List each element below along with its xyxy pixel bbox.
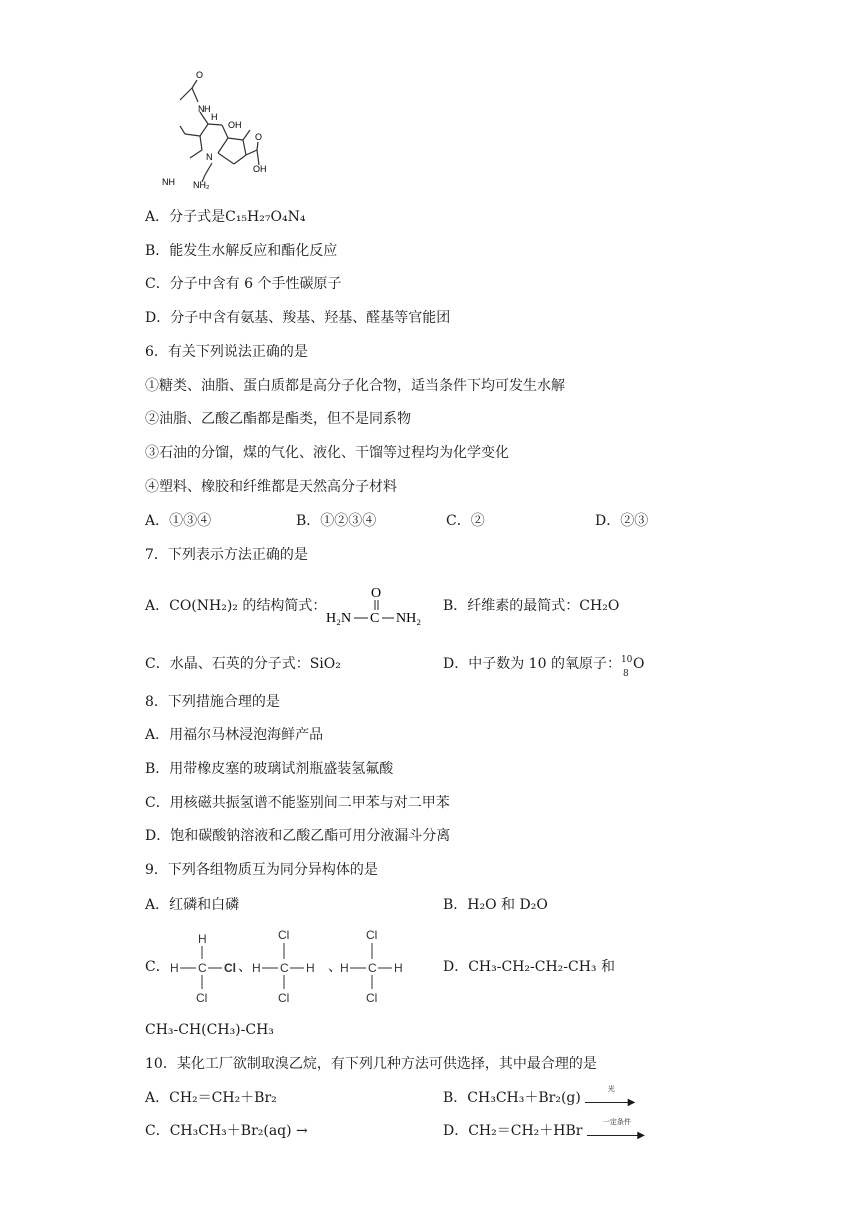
m3-bottom: Cl (366, 991, 378, 1005)
m2-c: C (280, 961, 289, 975)
reaction-arrow-icon: 一定条件 ▶ (587, 1124, 647, 1138)
q7-option-d (443, 654, 645, 679)
mol-label-cooh-oh: OH (253, 164, 267, 174)
urea-structure (324, 584, 434, 628)
isotope-notation (620, 654, 633, 679)
urea-o: O (371, 586, 382, 601)
q9-option-c-prefix: C． (145, 959, 170, 975)
q5-molecule-structure (140, 70, 280, 195)
q6-option-b: B．①②③④ (296, 513, 377, 529)
q10-option-d (443, 1118, 647, 1141)
q5-option-c: C．分子中含有 6 个手性碳原子 (145, 276, 342, 292)
q9-stem: 9．下列各组物质互为同分异构体的是 (145, 862, 378, 878)
q8-option-c: C．用核磁共振氢谱不能鉴别间二甲苯与对二甲苯 (145, 795, 450, 811)
urea-c: C (370, 611, 380, 626)
mol-label-cooh-o: O (255, 132, 263, 142)
q10-option-c: C．CH₃CH₃＋Br₂(aq) → (145, 1123, 308, 1139)
m1-left: H (170, 961, 179, 975)
m3-c: C (368, 961, 377, 975)
isotope-symbol: O (632, 656, 645, 672)
q5-option-a: A．分子式是C₁₅H₂₇O₄N₄ (145, 209, 306, 225)
mol-label-h: H (211, 112, 218, 122)
m3-left: H (340, 961, 349, 975)
q6-statement-1: ①糖类、油脂、蛋白质都是高分子化合物，适当条件下均可发生水解 (145, 378, 565, 394)
q10-b-condition: 光 (607, 1085, 615, 1093)
dichloromethane-structure-1 (168, 930, 248, 1006)
q10-stem: 10．某化工厂欲制取溴乙烷，有下列几种方法可供选择，其中最合理的是 (145, 1056, 597, 1072)
m1-c: C (198, 961, 207, 975)
urea-right: NH₂ (396, 611, 422, 626)
q6-option-a: A．①③④ (145, 513, 212, 529)
mol-label-n-ring: N (206, 152, 213, 162)
m3-right: H (394, 961, 403, 975)
q7-option-a-prefix: A．CO(NH₂)₂ 的结构简式： (145, 598, 327, 614)
q7-option-d-prefix: D．中子数为 10 的氧原子： (443, 656, 621, 672)
m2-left: H (252, 961, 261, 975)
q6-statement-3: ③石油的分馏，煤的气化、液化、干馏等过程均为化学变化 (145, 445, 509, 461)
q5-option-d: D．分子中含有氨基、羧基、羟基、醛基等官能团 (145, 310, 451, 326)
q6-option-c: C．② (446, 513, 485, 529)
q8-option-a: A．用福尔马林浸泡海鲜产品 (145, 727, 324, 743)
mol-label-nh: N (198, 104, 205, 114)
q6-statement-2: ②油脂、乙酸乙酯都是酯类，但不是同系物 (145, 411, 411, 427)
q6-stem: 6．有关下列说法正确的是 (145, 344, 308, 360)
q10-option-a: A．CH₂＝CH₂＋Br₂ (145, 1090, 277, 1106)
q9-option-a: A．红磷和白磷 (145, 897, 240, 913)
q10-d-condition: 一定条件 (602, 1118, 631, 1126)
q8-option-b: B．用带橡皮塞的玻璃试剂瓶盛装氢氟酸 (145, 761, 394, 777)
q6-option-d: D．②③ (595, 513, 649, 529)
m2-right: H (306, 961, 315, 975)
mol-label-nh-h: H (204, 104, 211, 114)
m1-right: Cl (224, 961, 236, 975)
mol-label-oh: OH (228, 120, 242, 130)
q9-option-d: D．CH₃-CH₂-CH₂-CH₃ 和 (443, 959, 615, 975)
m1-bottom: Cl (196, 991, 208, 1005)
q9-separator-2: 、 (328, 959, 342, 975)
mol-label-nh2: NH₂ (193, 180, 210, 190)
q5-option-b: B．能发生水解反应和酯化反应 (145, 243, 338, 259)
q9-option-d-continued: CH₃-CH(CH₃)-CH₃ (145, 1022, 274, 1038)
dichloromethane-structure-2 (250, 926, 330, 1006)
q7-stem: 7．下列表示方法正确的是 (145, 547, 308, 563)
q8-stem: 8．下列措施合理的是 (145, 694, 280, 710)
isotope-atomic-number: 8 (622, 669, 629, 679)
dichloromethane-structure-3 (338, 926, 418, 1006)
mol-label-nh-guanidine: NH (162, 177, 175, 187)
m2-bottom: Cl (278, 991, 290, 1005)
q6-statement-4: ④塑料、橡胶和纤维都是天然高分子材料 (145, 479, 397, 495)
mol-label-o: O (196, 70, 204, 80)
q7-option-b: B．纤维素的最简式：CH₂O (443, 598, 620, 614)
q9-separator-1: 、 (238, 959, 252, 975)
m2-top: Cl (278, 928, 290, 942)
m1-top: H (198, 932, 207, 946)
q9-option-b: B．H₂O 和 D₂O (443, 897, 548, 913)
m3-top: Cl (366, 928, 378, 942)
urea-left: H₂N (326, 611, 352, 626)
q10-option-d-text: D．CH₂＝CH₂＋HBr (443, 1123, 583, 1139)
reaction-arrow-icon: 光 ▶ (585, 1091, 637, 1105)
q7-option-c: C．水晶、石英的分子式：SiO₂ (145, 656, 341, 672)
q10-option-b (443, 1085, 637, 1108)
isotope-mass-number: 10 (620, 655, 633, 665)
q10-option-b-text: B．CH₃CH₃＋Br₂(g) (443, 1090, 581, 1106)
q8-option-d: D．饱和碳酸钠溶液和乙酸乙酯可用分液漏斗分离 (145, 828, 451, 844)
